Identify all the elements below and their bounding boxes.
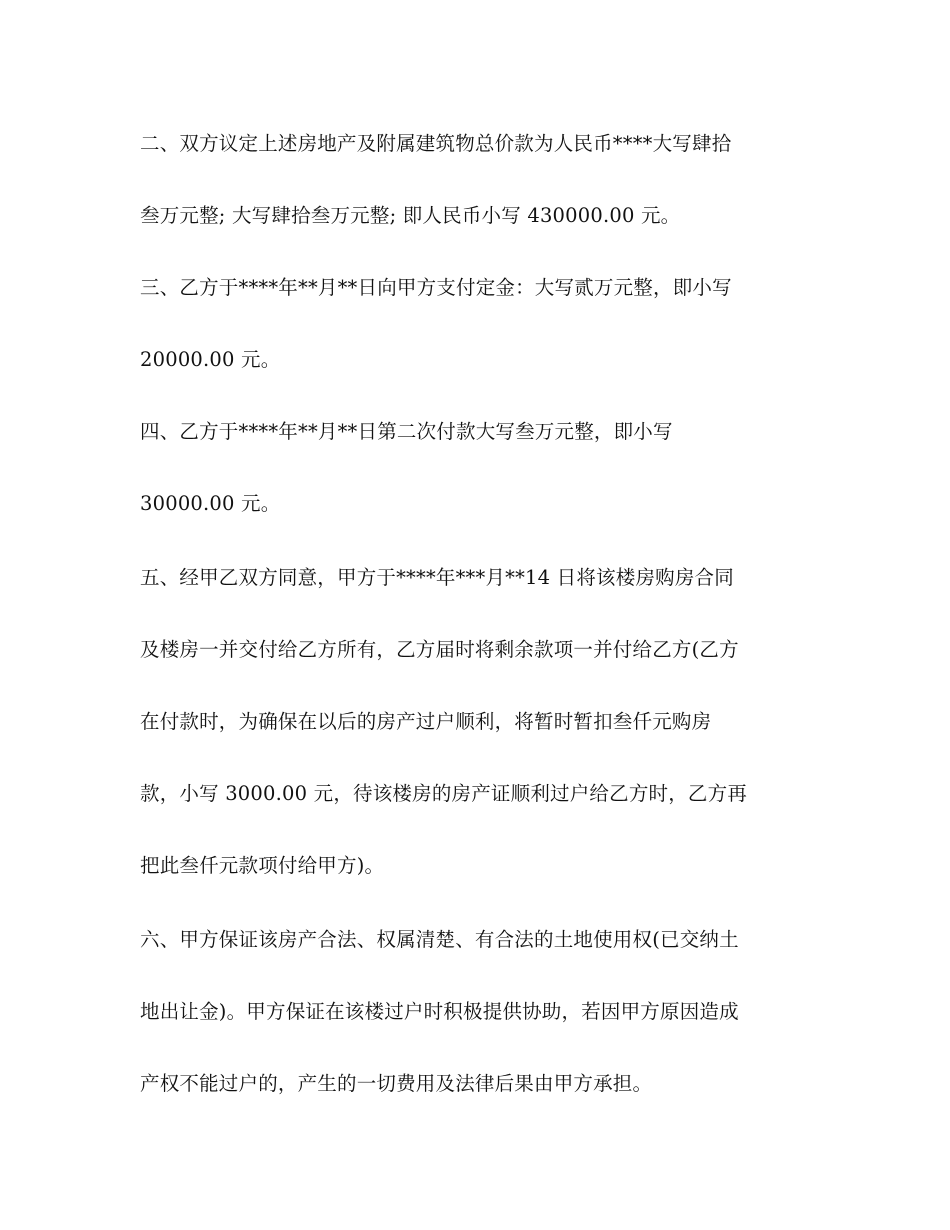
clause-5-line-3: 在付款时，为确保在以后的房产过户顺利，将暂时暂扣叁仟元购房 [140,710,712,733]
clause-6-line-2: 地出让金)。甲方保证在该楼过户时积极提供协助，若因甲方原因造成 [140,1000,739,1023]
clause-3-line-1: 三、乙方于****年**月**日向甲方支付定金：大写贰万元整，即小写 [140,276,732,299]
clause-5-line-2: 及楼房一并交付给乙方所有，乙方届时将剩余款项一并付给乙方(乙方 [140,638,739,661]
clause-6-line-1: 六、甲方保证该房产合法、权属清楚、有合法的土地使用权(已交纳土 [140,928,739,951]
clause-3-line-2: 20000.00 元。 [140,348,281,371]
clause-4-line-1: 四、乙方于****年**月**日第二次付款大写叁万元整，即小写 [140,420,673,443]
clause-5-line-5: 把此叁仟元款项付给甲方)。 [140,854,385,877]
clause-6-line-3: 产权不能过户的，产生的一切费用及法律后果由甲方承担。 [140,1072,653,1095]
clause-2-line-2: 叁万元整; 大写肆拾叁万元整; 即人民币小写 430000.00 元。 [140,204,681,227]
clause-4-line-2: 30000.00 元。 [140,492,281,515]
clause-5-line-1: 五、经甲乙双方同意，甲方于****年***月**14 日将该楼房购房合同 [140,566,734,589]
clause-5-line-4: 款，小写 3000.00 元，待该楼房的房产证顺利过户给乙方时，乙方再 [140,782,748,805]
clause-2-line-1: 二、双方议定上述房地产及附属建筑物总价款为人民币****大写肆拾 [140,132,732,155]
